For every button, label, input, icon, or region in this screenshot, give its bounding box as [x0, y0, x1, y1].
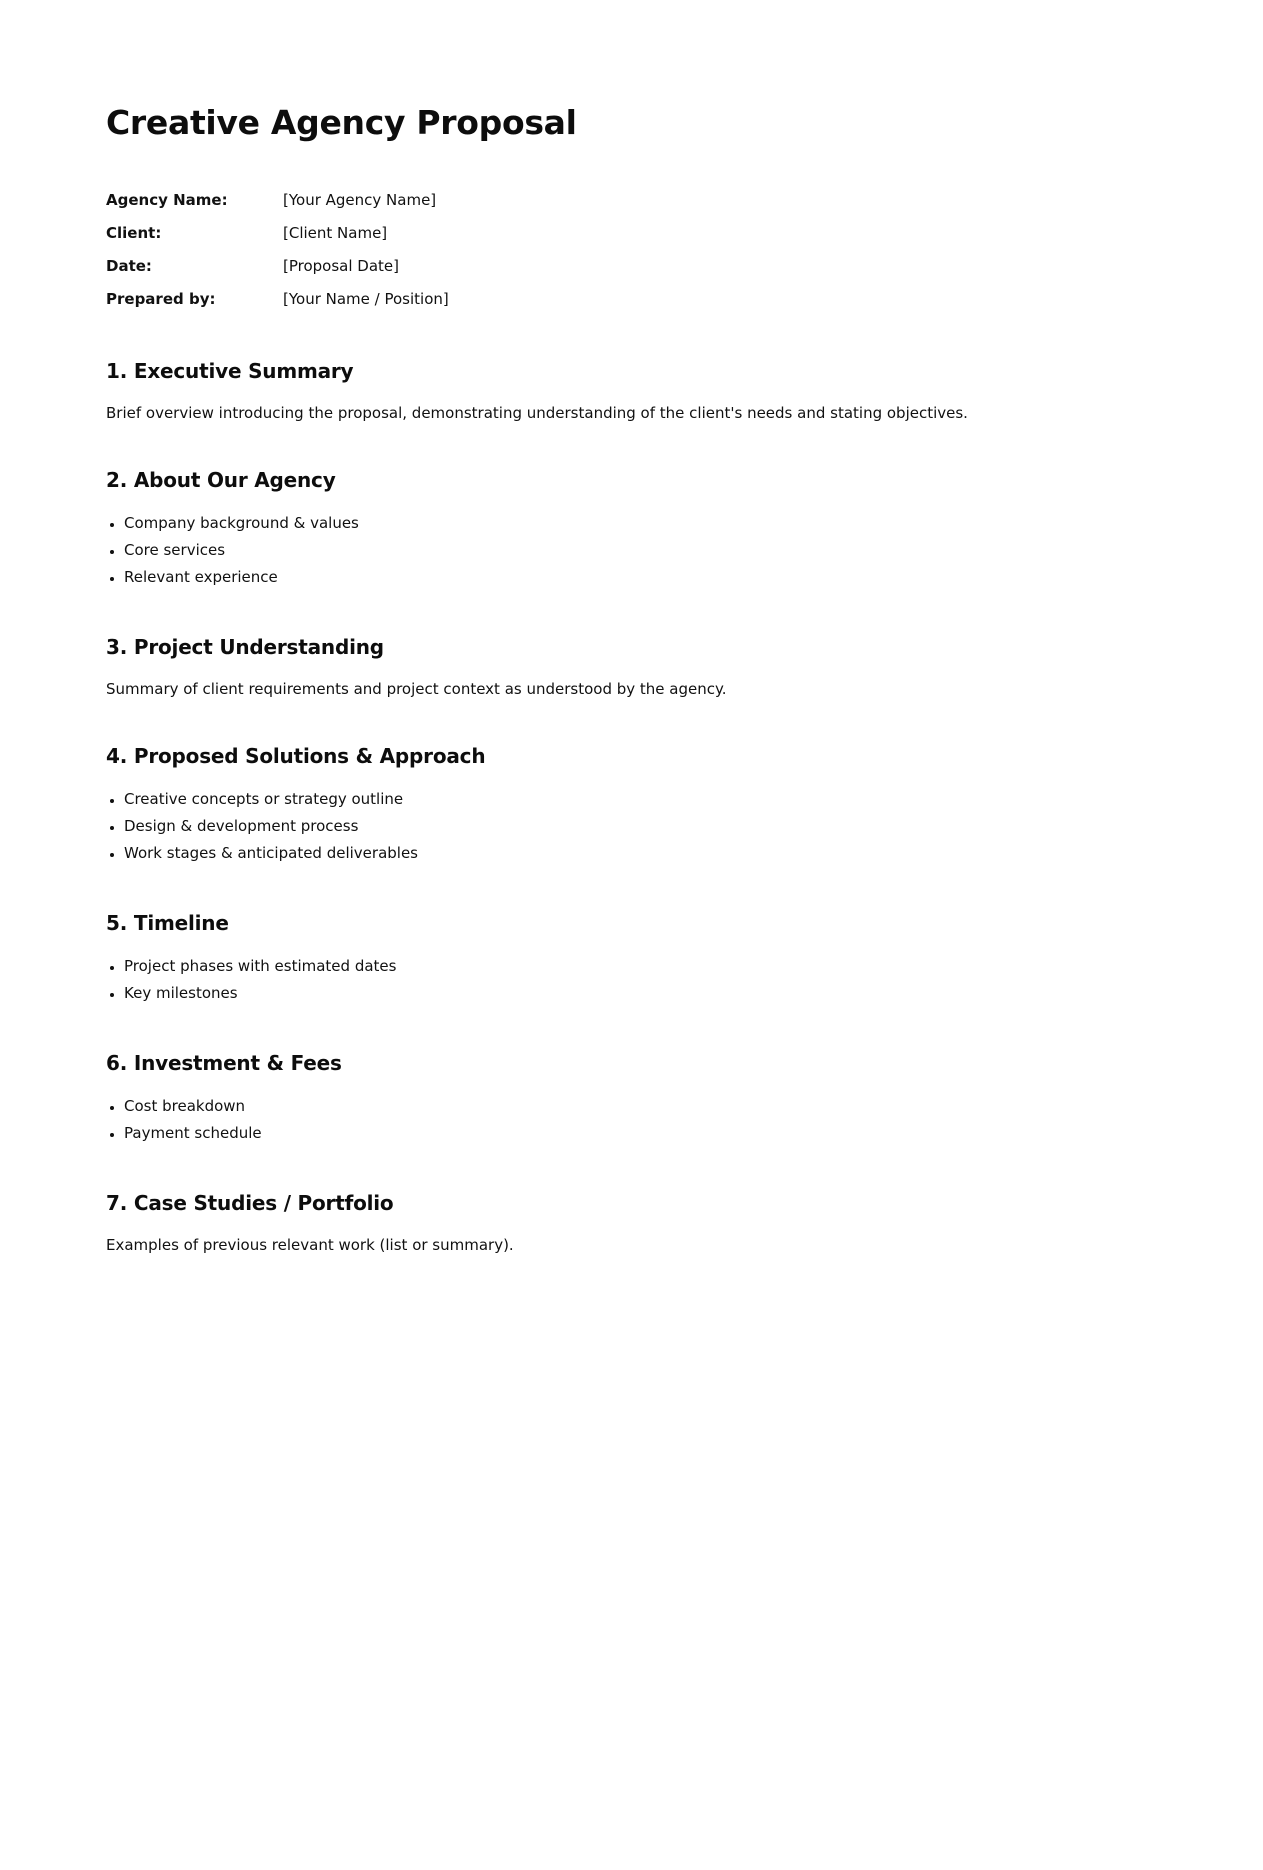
list-item: • Company background & values	[124, 510, 1263, 537]
section-timeline	[106, 909, 1263, 1007]
list-item: • Core services	[124, 537, 1263, 564]
section-heading: 2. About Our Agency	[106, 468, 336, 492]
list-item: • Project phases with estimated dates	[124, 953, 1263, 980]
section-heading: 6. Investment & Fees	[106, 1051, 342, 1075]
section-investment-fees	[106, 1049, 1263, 1147]
section-heading: 7. Case Studies / Portfolio	[106, 1191, 394, 1215]
meta-value: [Your Agency Name]	[283, 190, 437, 209]
section-paragraph: Brief overview introducing the proposal, demonstrating understanding of the client's needs and stating objectives.	[106, 404, 968, 422]
list-item: • Cost breakdown	[124, 1093, 1263, 1120]
section-heading: 3. Project Understanding	[106, 635, 384, 659]
meta-row-agency-name	[106, 183, 449, 216]
list-item: • Work stages & anticipated deliverables	[124, 840, 1263, 867]
meta-row-client	[106, 216, 449, 249]
section-paragraph: Examples of previous relevant work (list or summary).	[106, 1236, 514, 1254]
meta-label: Agency Name:	[106, 190, 228, 209]
meta-row-date	[106, 249, 449, 282]
list-item: • Creative concepts or strategy outline	[124, 786, 1263, 813]
meta-label: Client:	[106, 223, 162, 242]
bullet-list	[106, 510, 1263, 591]
bullet-list	[106, 1093, 1263, 1147]
section-case-studies	[106, 1189, 1263, 1256]
section-executive-summary	[106, 357, 1263, 424]
list-item: • Relevant experience	[124, 564, 1263, 591]
page-title: Creative Agency Proposal	[106, 103, 577, 142]
section-project-understanding	[106, 633, 1263, 700]
list-item: • Design & development process	[124, 813, 1263, 840]
list-item: • Payment schedule	[124, 1120, 1263, 1147]
proposal-meta-table	[106, 183, 449, 315]
section-proposed-solutions	[106, 742, 1263, 867]
meta-value: [Proposal Date]	[283, 256, 399, 275]
bullet-list	[106, 786, 1263, 867]
section-paragraph: Summary of client requirements and project context as understood by the agency.	[106, 680, 727, 698]
bullet-list	[106, 953, 1263, 1007]
meta-value: [Your Name / Position]	[283, 289, 449, 308]
section-about-our-agency	[106, 466, 1263, 591]
section-heading: 4. Proposed Solutions & Approach	[106, 744, 486, 768]
meta-label: Prepared by:	[106, 289, 216, 308]
section-heading: 5. Timeline	[106, 911, 229, 935]
list-item: • Key milestones	[124, 980, 1263, 1007]
section-heading: 1. Executive Summary	[106, 359, 354, 383]
meta-value: [Client Name]	[283, 223, 388, 242]
meta-row-prepared-by	[106, 282, 449, 315]
meta-label: Date:	[106, 256, 152, 275]
